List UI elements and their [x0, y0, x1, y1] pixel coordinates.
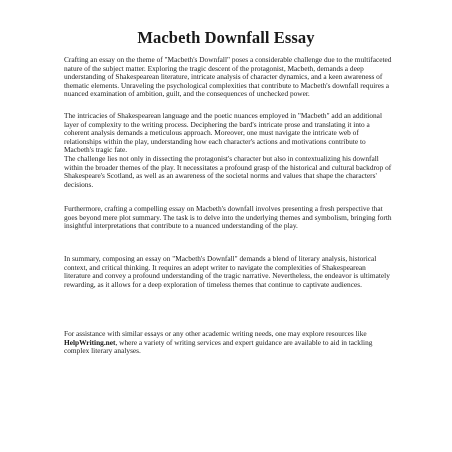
paragraph-language: The intricacies of Shakespearean language and the poetic nuances employed in "Macbeth" add an additional layer of complexity to the writing process. Deciphering the bard's intricate prose and translating it into a coherent analysis demands a meticulous approach. Moreover, one must navigate the intricate web of relationships within the play, understanding how each character's actions and motivations contribute to Macbeth's tragic fate. — [64, 111, 382, 154]
paragraph-closing — [64, 330, 394, 356]
document-title: Macbeth Downfall Essay — [137, 28, 315, 47]
helpwriting-link[interactable]: HelpWriting.net — [64, 337, 116, 347]
paragraph-summary: In summary, composing an essay on "Macbeth's Downfall" demands a blend of literary analysis, historical context, and critical thinking. It requires an adept writer to navigate the complexities of Shakespearean literature and convey a profound understanding of the tragic narrative. Nevertheless, the endeavor is ultimately rewarding, as it allows for a deep exploration of timeless themes that continue to captivate audiences. — [64, 254, 390, 289]
paragraph-context: The challenge lies not only in dissecting the protagonist's character but also in contextualizing his downfall within the broader themes of the play. It necessitates a profound grasp of the historical and cultural backdrop of Shakespeare's Scotland, as well as an awareness of the societal norms and values that shape the characters' decisions. — [64, 154, 392, 189]
paragraph-intro: Crafting an essay on the theme of "Macbeth's Downfall" poses a considerable challenge due to the multifaceted nature of the subject matter. Exploring the tragic descent of the protagonist, Macbeth, demands a deep understanding of Shakespearean literature, intricate analysis of character dynamics, and a keen awareness of thematic elements. Unraveling the psychological complexities that contribute to Macbeth's downfall requires a nuanced examination of ambition, guilt, and the consequences of unchecked power. — [64, 55, 392, 98]
closing-text-end: , where a variety of writing services and expert guidance are available to aid in tackling complex literary analyses. — [64, 337, 373, 355]
closing-text-start: For assistance with similar essays or any other academic writing needs, one may explore resources like — [64, 329, 367, 338]
paragraph-perspective: Furthermore, crafting a compelling essay on Macbeth's downfall involves presenting a fresh perspective that goes beyond mere plot summary. The task is to delve into the underlying themes and symbolism, bringing forth insightful interpretations that contribute to a nuanced understanding of the play. — [64, 204, 392, 230]
